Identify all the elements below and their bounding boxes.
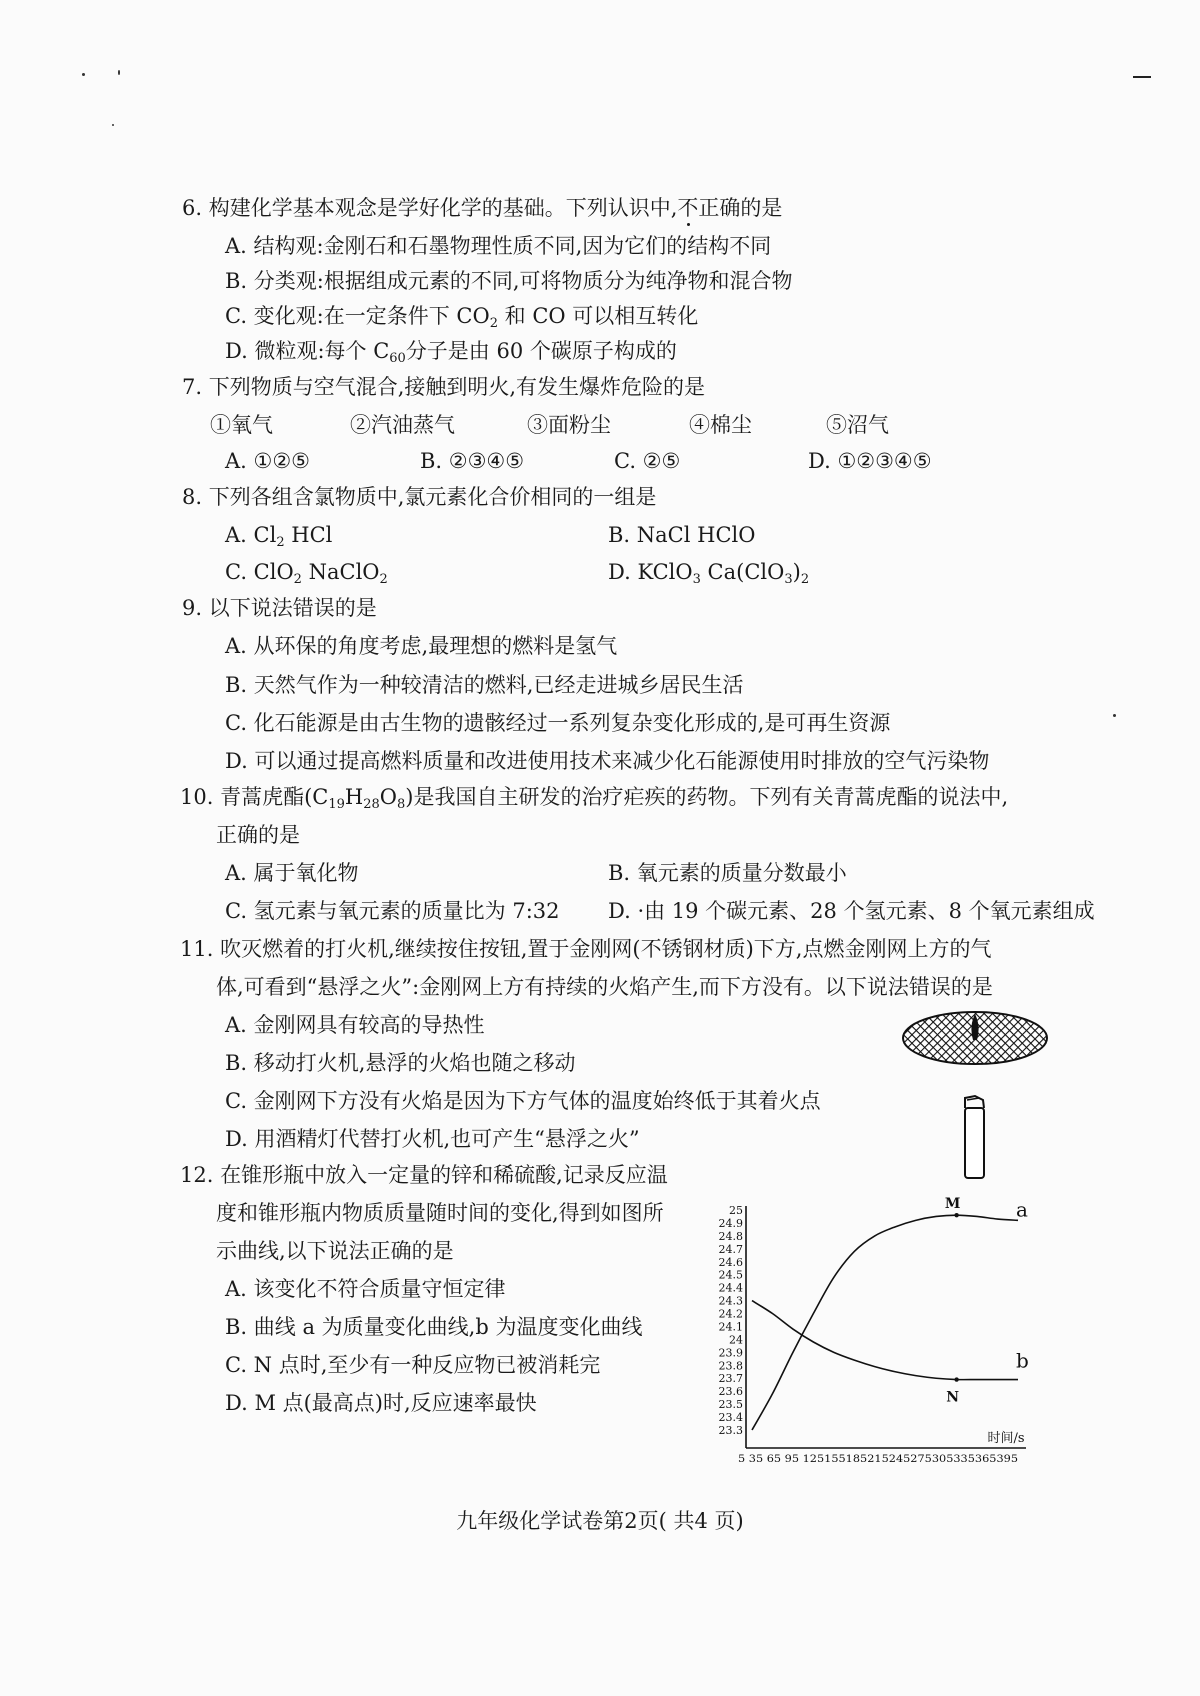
q12-stem-cont: 度和锥形瓶内物质质量随时间的变化,得到如图所 — [216, 1201, 664, 1225]
y-tick-label: 25 — [729, 1204, 743, 1217]
series-line-b — [752, 1301, 1018, 1380]
lighter-icon — [965, 1096, 984, 1178]
y-tick-label: 23.3 — [718, 1424, 743, 1437]
q10-option-c: C. 氢元素与氧元素的质量比为 7:32 — [225, 899, 560, 923]
q11-option-b: B. 移动打火机,悬浮的火焰也随之移动 — [225, 1051, 576, 1075]
q10-option-a: A. 属于氧化物 — [225, 861, 359, 885]
q10-option-b: B. 氧元素的质量分数最小 — [608, 861, 847, 885]
point-label-M: M — [944, 1196, 961, 1213]
q8-stem: 8. 下列各组含氯物质中,氯元素化合价相同的一组是 — [182, 485, 657, 509]
q7-item-3: ③面粉尘 — [527, 413, 611, 437]
scan-dash — [1133, 76, 1151, 78]
scan-speck — [82, 73, 85, 76]
q12-option-d: D. M 点(最高点)时,反应速率最快 — [225, 1391, 537, 1415]
series-label-a: a — [1016, 1197, 1028, 1222]
y-tick-label: 23.9 — [718, 1346, 743, 1360]
q11-option-d: D. 用酒精灯代替打火机,也可产生“悬浮之火” — [225, 1127, 640, 1151]
q8-option-c: C. ClO$_2$ NaClO$_2$ — [225, 560, 388, 587]
q12-stem: 12. 在锥形瓶中放入一定量的锌和稀硫酸,记录反应温 — [180, 1163, 668, 1187]
q9-stem: 9. 以下说法错误的是 — [182, 596, 377, 620]
q10-stem-cont: 正确的是 — [216, 823, 300, 847]
x-tick-labels: 5 35 65 95 125155185215245275305335365395 — [738, 1453, 1018, 1465]
y-tick-label: 24.9 — [718, 1216, 743, 1230]
q7-option-d: D. ①②③④⑤ — [808, 449, 932, 473]
q9-option-d: D. 可以通过提高燃料质量和改进使用技术来减少化石能源使用时排放的空气污染物 — [225, 749, 990, 773]
series-line-a — [752, 1215, 1018, 1430]
point-label-N: N — [946, 1389, 960, 1406]
q7-stem: 7. 下列物质与空气混合,接触到明火,有发生爆炸危险的是 — [182, 375, 706, 399]
y-tick-label: 24.1 — [718, 1320, 743, 1334]
q10-stem: 10. 青蒿虎酯$(C_{19}H_{28}O_8)$是我国自主研发的治疗疟疾的药物。下列有关青蒿虎酯的说法中, — [180, 785, 1009, 812]
y-tick-label: 24.4 — [718, 1281, 743, 1295]
y-tick-label: 23.5 — [718, 1398, 743, 1412]
y-tick-label: 23.7 — [718, 1372, 743, 1386]
q7-item-1: ①氧气 — [210, 413, 273, 437]
q6-option-c: C. 变化观:在一定条件下 $CO_2$ 和 CO 可以相互转化 — [225, 304, 699, 331]
q8-option-b: B. NaCl HClO — [608, 523, 756, 547]
y-tick-label: 24.6 — [718, 1255, 743, 1269]
q6-option-b: B. 分类观:根据组成元素的不同,可将物质分为纯净物和混合物 — [225, 269, 793, 293]
scan-speck — [118, 70, 120, 75]
q12-option-a: A. 该变化不符合质量守恒定律 — [225, 1277, 506, 1301]
x-axis-label: 时间/s — [987, 1431, 1025, 1446]
scan-speck — [112, 124, 114, 126]
y-tick-label: 23.6 — [718, 1385, 743, 1399]
y-tick-label: 24.3 — [718, 1294, 743, 1308]
y-tick-label: 24 — [729, 1333, 743, 1347]
y-tick-label: 23.4 — [718, 1411, 743, 1425]
q10-option-d: D. ·由 19 个碳元素、28 个氢元素、8 个氧元素组成 — [608, 899, 1095, 923]
point-M — [954, 1213, 958, 1217]
temperature-mass-chart — [700, 1190, 1030, 1485]
point-N — [954, 1377, 958, 1381]
q6-option-a: A. 结构观:金刚石和石墨物理性质不同,因为它们的结构不同 — [225, 234, 772, 258]
q11-stem: 11. 吹灭燃着的打火机,继续按住按钮,置于金刚网(不锈钢材质)下方,点燃金刚网上方的气 — [180, 937, 992, 961]
y-tick-label: 24.7 — [718, 1242, 743, 1256]
y-tick-label: 23.8 — [718, 1359, 743, 1373]
q9-option-b: B. 天然气作为一种较清洁的燃料,已经走进城乡居民生活 — [225, 673, 744, 697]
q7-item-2: ②汽油蒸气 — [350, 413, 455, 437]
scan-speck — [1113, 714, 1116, 717]
y-tick-label: 24.8 — [718, 1229, 743, 1243]
y-tick-label: 24.5 — [718, 1268, 743, 1282]
q7-option-c: C. ②⑤ — [614, 449, 681, 473]
q11-stem-cont: 体,可看到“悬浮之火”:金刚网上方有持续的火焰产生,而下方没有。以下说法错误的是 — [216, 975, 993, 999]
q7-item-5: ⑤沼气 — [826, 413, 889, 437]
y-tick-label: 24.2 — [718, 1307, 743, 1321]
q6-option-d: D. 微粒观:每个 $C_{60}$分子是由 60 个碳原子构成的 — [225, 339, 677, 366]
q9-option-a: A. 从环保的角度考虑,最理想的燃料是氢气 — [225, 634, 618, 658]
q11-option-c: C. 金刚网下方没有火焰是因为下方气体的温度始终低于其着火点 — [225, 1089, 821, 1113]
q7-item-4: ④棉尘 — [689, 413, 752, 437]
q12-stem-cont2: 示曲线,以下说法正确的是 — [216, 1239, 454, 1263]
q12-option-c: C. N 点时,至少有一种反应物已被消耗完 — [225, 1353, 601, 1377]
series-label-b: b — [1016, 1348, 1029, 1373]
page-footer: 九年级化学试卷第2页( 共4 页) — [456, 1509, 744, 1533]
mesh-lighter-figure — [895, 1000, 1055, 1190]
q9-option-c: C. 化石能源是由古生物的遗骸经过一系列复杂变化形成的,是可再生资源 — [225, 711, 891, 735]
q7-option-a: A. ①②⑤ — [225, 449, 310, 473]
q8-option-d: D. KClO$_3$ $Ca(ClO_3)_2$ — [608, 560, 810, 587]
q7-option-b: B. ②③④⑤ — [420, 449, 525, 473]
q12-option-b: B. 曲线 a 为质量变化曲线,b 为温度变化曲线 — [225, 1315, 643, 1339]
q8-option-a: A. $Cl_2$ HCl — [225, 523, 333, 550]
q11-option-a: A. 金刚网具有较高的导热性 — [225, 1013, 485, 1037]
q6-stem: 6. 构建化学基本观念是学好化学的基础。下列认识中,不正确的是 — [182, 196, 783, 220]
